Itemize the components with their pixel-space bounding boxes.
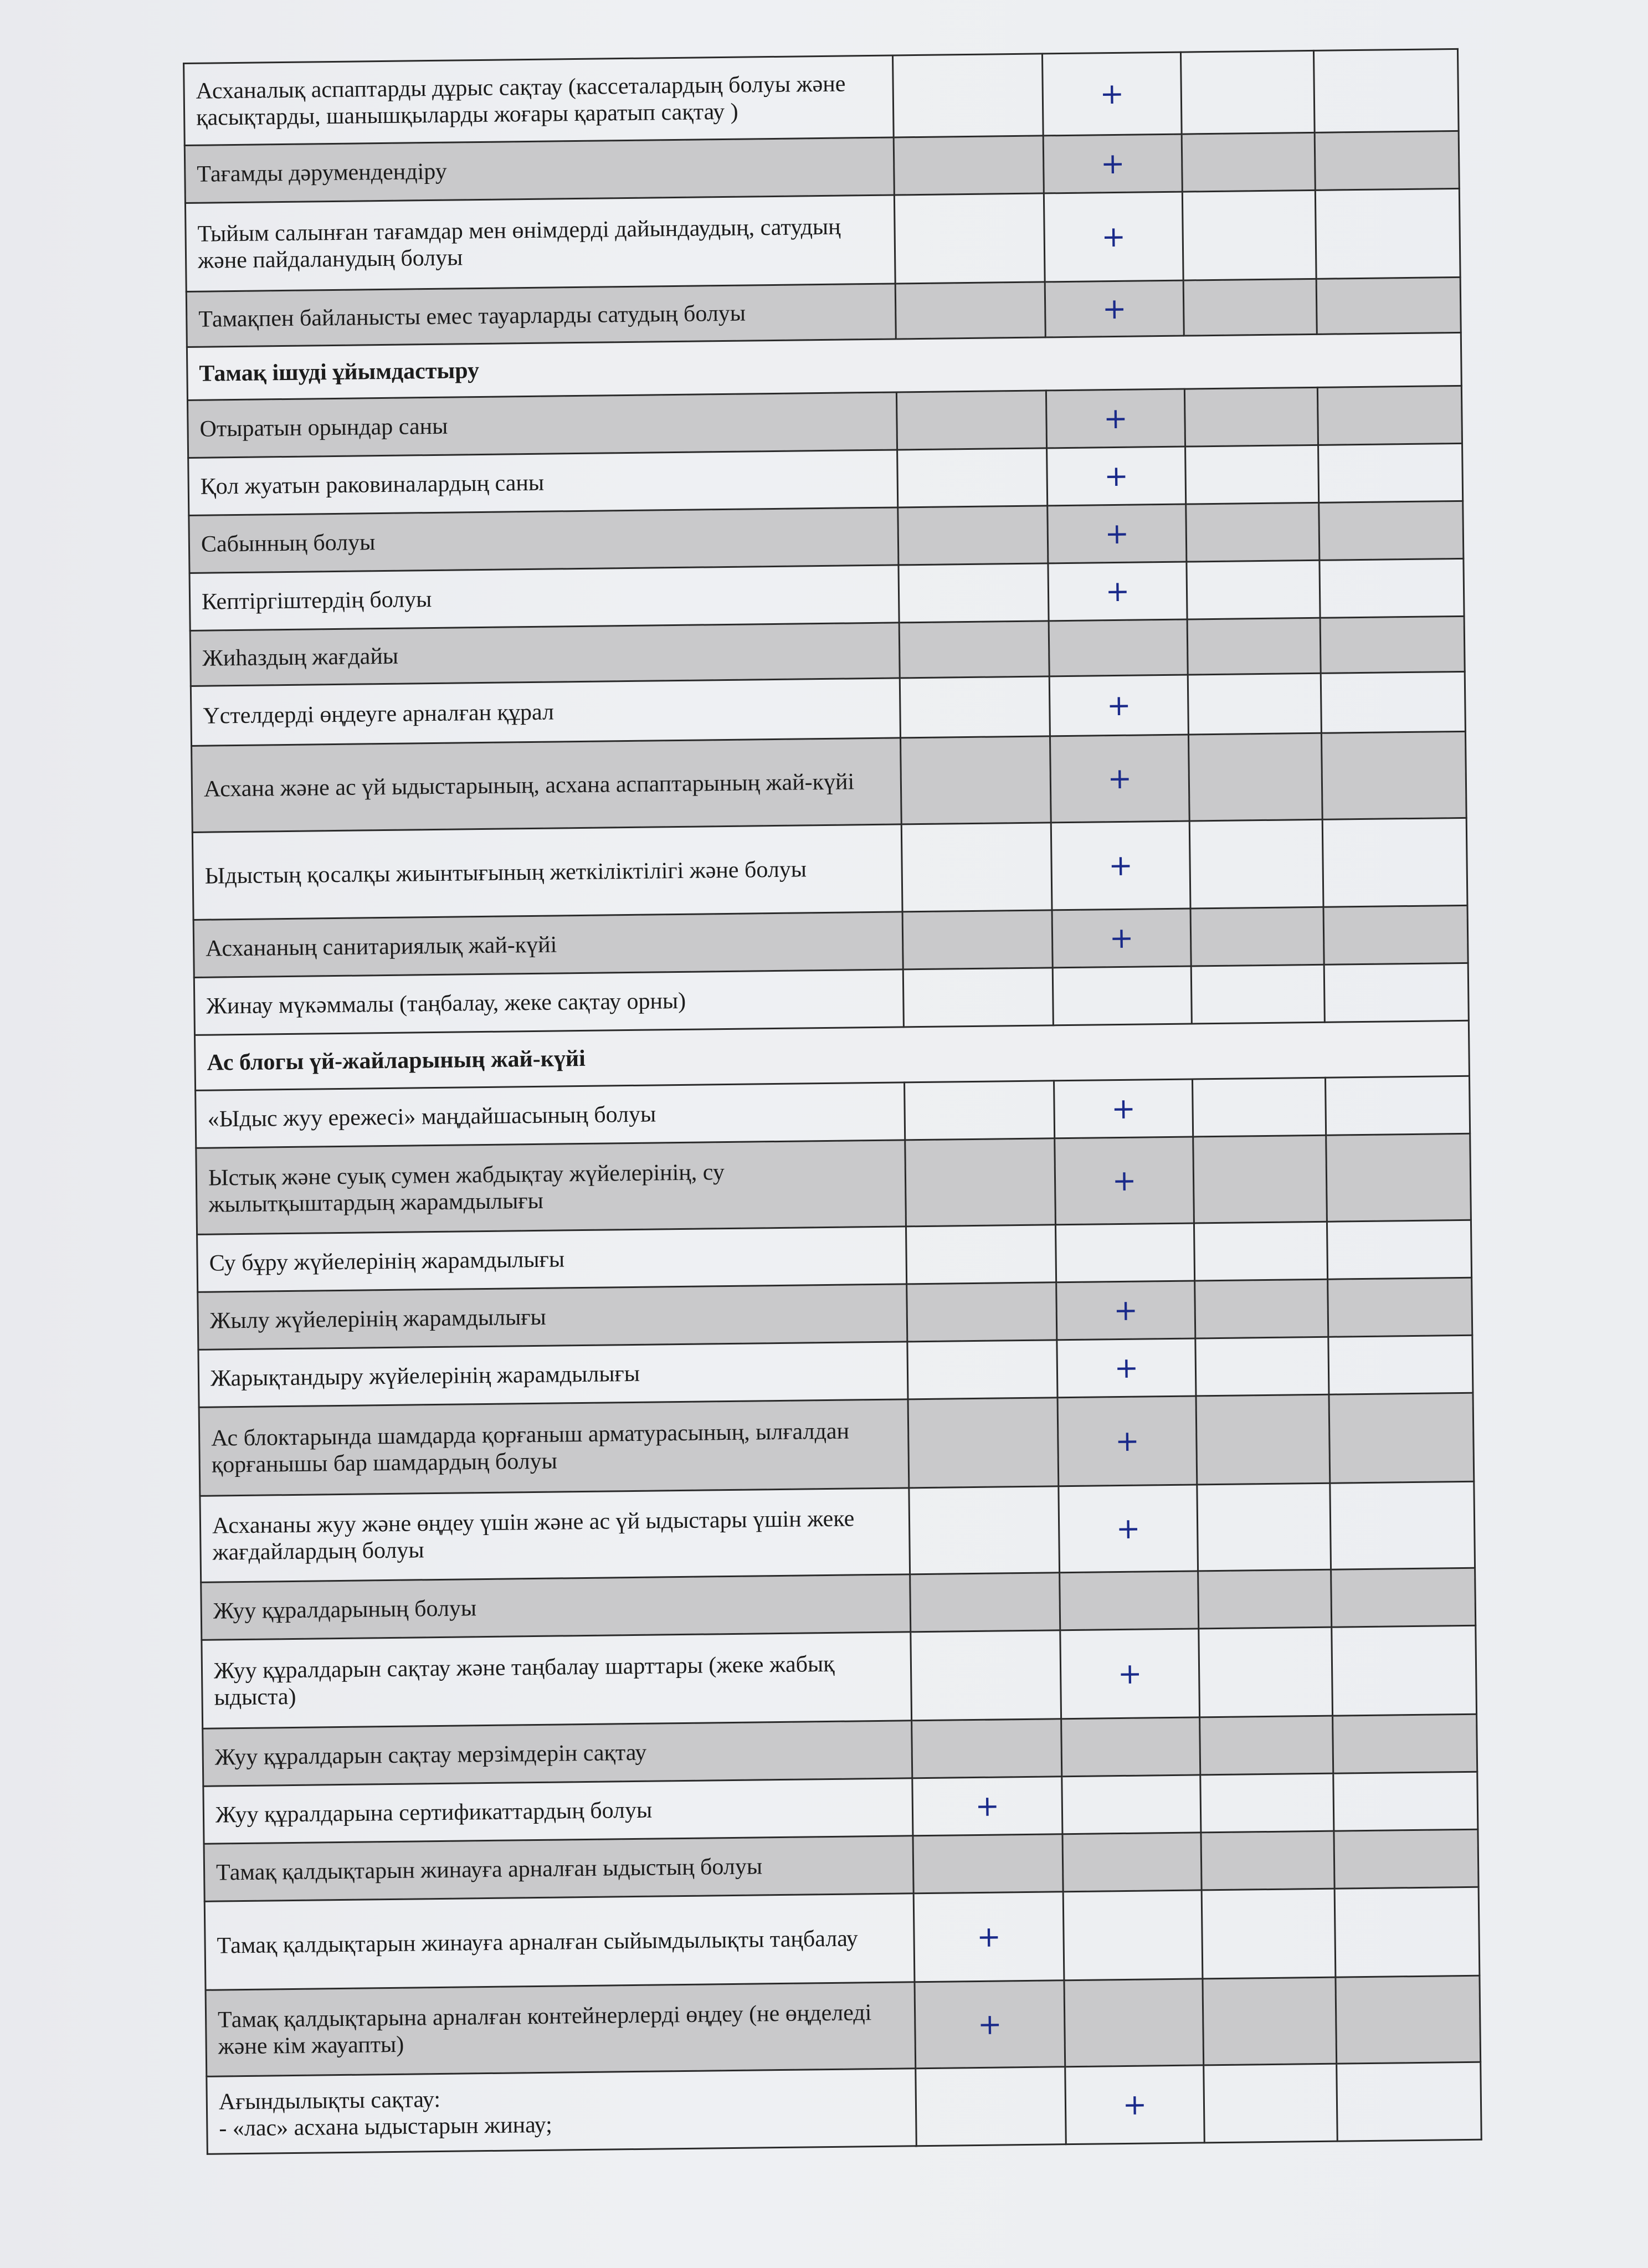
empty-cell — [1191, 964, 1324, 1024]
empty-cell — [1193, 1077, 1326, 1137]
check-mark: + — [1049, 675, 1188, 736]
empty-cell — [1323, 905, 1468, 964]
empty-cell — [913, 1834, 1063, 1894]
empty-cell — [1193, 1135, 1327, 1223]
criterion-label: Жылу жүйелерінің жарамдылығы — [198, 1284, 907, 1350]
empty-cell — [1334, 1887, 1480, 1977]
empty-cell — [1200, 1773, 1334, 1833]
check-mark: + — [1065, 2065, 1205, 2144]
empty-cell — [903, 968, 1053, 1027]
check-mark: + — [1057, 1396, 1197, 1486]
empty-cell — [1318, 443, 1463, 502]
section-heading: Тамақ ішуді ұйымдастыру — [187, 332, 1461, 400]
empty-cell — [1185, 445, 1319, 504]
criterion-label: Жуу құралдарын сақтау мерзімдерін сақтау — [203, 1721, 912, 1787]
check-mark — [1061, 1717, 1200, 1777]
empty-cell — [1329, 1393, 1474, 1483]
check-mark — [1060, 1571, 1199, 1630]
empty-cell — [1330, 1481, 1475, 1569]
empty-cell — [910, 1573, 1060, 1632]
table-row — [204, 1887, 1480, 1990]
table-row — [206, 1975, 1481, 2076]
table-row — [199, 1393, 1474, 1496]
criterion-label: Тамақ қалдықтарына арналған контейнерлерді өңдеу (не өңделеді және кім жауапты) — [206, 1982, 916, 2077]
empty-cell — [1199, 1627, 1333, 1717]
check-mark: + — [915, 1980, 1065, 2069]
empty-cell — [908, 1398, 1059, 1488]
table-row — [196, 1133, 1471, 1234]
empty-cell — [898, 506, 1048, 565]
check-mark: + — [1054, 1079, 1193, 1138]
criterion-label: Ас блоктарында шамдарда қорғаныш арматурасының, ылғалдан қорғанышы бар шамдардың болуы — [199, 1399, 909, 1496]
empty-cell — [1337, 2062, 1482, 2141]
criterion-label: «Ыдыс жуу ережесі» маңдайшасының болуы — [196, 1082, 905, 1148]
check-mark: + — [1057, 1338, 1196, 1398]
check-mark: + — [1060, 1629, 1200, 1719]
criterion-label: Асхана және ас үй ыдыстарының, асхана аспаптарының жай-күйі — [192, 738, 902, 833]
empty-cell — [1320, 616, 1465, 673]
empty-cell — [1188, 673, 1321, 735]
criterion-label: Жуу құралдарына сертификаттардың болуы — [203, 1778, 913, 1844]
empty-cell — [1322, 818, 1467, 907]
table-row — [207, 2062, 1481, 2154]
section-heading: Ас блогы үй-жайларының жай-күйі — [194, 1020, 1469, 1090]
empty-cell — [1189, 819, 1323, 909]
empty-cell — [1187, 618, 1321, 675]
empty-cell — [909, 1486, 1060, 1574]
criterion-label: Жуу құралдарының болуы — [201, 1574, 911, 1640]
checklist-table — [183, 48, 1482, 2155]
empty-cell — [1333, 1714, 1477, 1773]
empty-cell — [1320, 558, 1464, 618]
check-mark: + — [1042, 52, 1182, 136]
criterion-label: Асханалық аспаптарды дұрыс сақтау (кассеталардың болуы және қасықтарды, шанышқыларды жоғары қаратып сақтау ) — [184, 55, 894, 146]
empty-cell — [899, 563, 1049, 623]
criterion-label: Кептіргіштердің болуы — [189, 565, 899, 631]
criterion-label: Жарықтандыру жүйелерінің жарамдылығы — [198, 1342, 908, 1408]
empty-cell — [1313, 49, 1459, 132]
empty-cell — [1194, 1222, 1327, 1281]
empty-cell — [1336, 1975, 1481, 2064]
empty-cell — [899, 621, 1049, 678]
check-mark: + — [1047, 447, 1186, 506]
empty-cell — [1321, 671, 1465, 733]
check-mark — [1062, 1833, 1202, 1892]
criterion-label: Жинау мүкәммалы (таңбалау, жеке сақтау орны) — [194, 969, 903, 1035]
criterion-label: Тыйым салынған тағамдар мен өнімдерді дайындаудың, сатудың және пайдаланудың болуы — [185, 195, 895, 292]
empty-cell — [900, 676, 1050, 738]
empty-cell — [907, 1282, 1057, 1342]
empty-cell — [1325, 1076, 1470, 1135]
empty-cell — [1063, 1890, 1203, 1980]
empty-cell — [905, 1081, 1055, 1140]
criterion-label: Тамақ қалдықтарын жинауға арналған сыйымдылықты таңбалау — [204, 1894, 915, 1990]
empty-cell — [1190, 907, 1324, 966]
table-row — [184, 49, 1459, 145]
empty-cell — [1195, 1337, 1329, 1396]
check-mark — [1053, 966, 1192, 1025]
empty-cell — [1203, 1977, 1337, 2065]
check-mark: + — [1048, 562, 1187, 621]
empty-cell — [1327, 1220, 1471, 1279]
criterion-label: Қол жуатын раковиналардың саны — [188, 450, 898, 516]
empty-cell — [916, 2067, 1066, 2146]
criterion-label: Тамақ қалдықтарын жинауға арналған ыдыстың болуы — [204, 1836, 913, 1902]
empty-cell — [1182, 190, 1316, 280]
empty-cell — [1328, 1335, 1473, 1394]
check-mark: + — [913, 1892, 1064, 1982]
criterion-label: Сабынның болуы — [189, 507, 899, 573]
empty-cell — [911, 1630, 1061, 1721]
empty-cell — [1331, 1568, 1476, 1627]
check-mark — [1055, 1223, 1194, 1282]
check-mark: + — [1051, 821, 1190, 910]
empty-cell — [1182, 132, 1315, 192]
criterion-label: Тамақпен байланысты емес тауарларды сатудың болуы — [186, 284, 896, 347]
empty-cell — [1321, 731, 1466, 819]
empty-cell — [902, 910, 1053, 969]
empty-cell — [1197, 1483, 1331, 1571]
empty-cell — [897, 448, 1048, 507]
empty-cell — [1328, 1277, 1472, 1337]
check-mark: + — [912, 1777, 1062, 1836]
empty-cell — [894, 193, 1045, 284]
criterion-label: Тағамды дәрумендендіру — [184, 137, 894, 203]
check-mark: + — [1045, 280, 1184, 337]
criterion-label: Асхананың санитариялық жай-күйі — [193, 912, 903, 978]
empty-cell — [1201, 1831, 1334, 1890]
check-mark: + — [1056, 1281, 1195, 1340]
inspection-sheet — [183, 48, 1481, 2168]
empty-cell — [1319, 501, 1464, 560]
empty-cell — [905, 1138, 1056, 1227]
empty-cell — [900, 736, 1051, 824]
criterion-label: Ағындылықты сақтау: - «лас» асхана ыдыстарын жинау; — [207, 2069, 917, 2154]
empty-cell — [1188, 733, 1322, 821]
empty-cell — [1064, 1979, 1204, 2067]
empty-cell — [907, 1340, 1057, 1399]
empty-cell — [1195, 1279, 1328, 1338]
empty-cell — [1204, 2064, 1338, 2143]
empty-cell — [1332, 1625, 1477, 1716]
empty-cell — [1315, 188, 1460, 279]
empty-cell — [1196, 1394, 1330, 1485]
empty-cell — [1062, 1775, 1201, 1834]
check-mark: + — [1050, 735, 1189, 823]
criterion-label: Жиһаздың жағдайы — [190, 623, 900, 686]
criterion-label: Су бұру жүйелерінің жарамдылығы — [197, 1227, 907, 1292]
empty-cell — [893, 54, 1044, 137]
check-mark: + — [1052, 909, 1191, 968]
check-mark: + — [1043, 134, 1182, 193]
empty-cell — [895, 282, 1045, 339]
check-mark: + — [1046, 389, 1185, 448]
check-mark: + — [1048, 504, 1187, 563]
empty-cell — [896, 391, 1046, 450]
table-row — [202, 1625, 1477, 1728]
empty-cell — [1316, 277, 1461, 334]
empty-cell — [1333, 1772, 1478, 1831]
table-row — [192, 818, 1467, 920]
check-mark — [1049, 619, 1188, 676]
criterion-label: Асхананы жуу және өңдеу үшін және ас үй ыдыстары үшін жеке жағдайлардың болуы — [200, 1488, 910, 1583]
empty-cell — [901, 823, 1052, 912]
empty-cell — [1198, 1569, 1332, 1629]
empty-cell — [894, 136, 1044, 195]
check-mark: + — [1055, 1137, 1194, 1225]
empty-cell — [1180, 50, 1315, 134]
table-row — [185, 188, 1460, 291]
empty-cell — [1186, 502, 1320, 562]
empty-cell — [1200, 1716, 1333, 1775]
empty-cell — [1184, 387, 1318, 447]
check-mark: + — [1044, 192, 1183, 282]
empty-cell — [1317, 386, 1462, 445]
table-row — [192, 731, 1467, 832]
empty-cell — [1202, 1889, 1336, 1979]
empty-cell — [1187, 560, 1320, 619]
empty-cell — [1324, 963, 1469, 1022]
empty-cell — [1183, 279, 1317, 336]
empty-cell — [906, 1225, 1056, 1284]
empty-cell — [1326, 1133, 1471, 1222]
criterion-label: Ыстық және суық сумен жабдықтау жүйелерінің, су жылытқыштардың жарамдылығы — [196, 1140, 906, 1235]
empty-cell — [912, 1719, 1062, 1778]
criterion-label: Отыратын орындар саны — [187, 392, 897, 458]
check-mark: + — [1059, 1485, 1198, 1573]
criterion-label: Үстелдерді өңдеуге арналған құрал — [191, 678, 900, 746]
empty-cell — [1334, 1829, 1478, 1889]
empty-cell — [1315, 131, 1459, 190]
criterion-label: Ыдыстың қосалқы жиынтығының жеткіліктілігі және болуы — [192, 824, 902, 920]
table-row — [200, 1481, 1475, 1582]
criterion-label: Жуу құралдарын сақтау және таңбалау шарттары (жеке жабық ыдыста) — [202, 1632, 912, 1729]
